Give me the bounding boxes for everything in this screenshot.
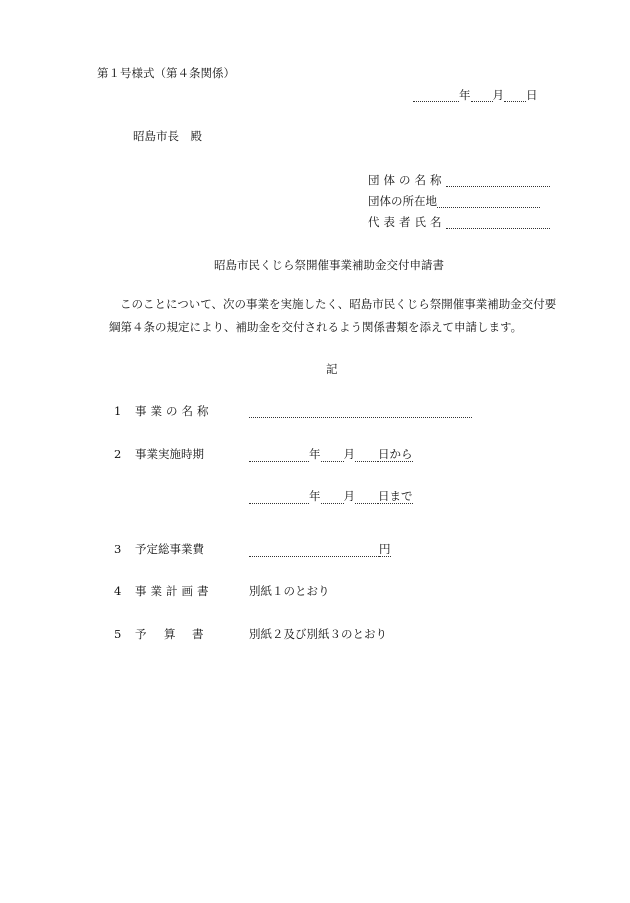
item3-label: 予定総事業費	[135, 542, 204, 556]
date-line[interactable]	[413, 88, 538, 102]
group-name-row[interactable]	[368, 173, 550, 187]
date-year-blank[interactable]	[413, 88, 459, 102]
group-address-blank[interactable]	[437, 194, 540, 208]
item3-number: 3	[114, 542, 122, 556]
item2-to-year: 年	[309, 489, 321, 503]
date-year-label: 年	[459, 88, 471, 102]
item3-field[interactable]	[249, 542, 391, 557]
item1-field[interactable]	[249, 404, 472, 418]
item2-to-day-blank[interactable]	[355, 490, 378, 504]
item2-to-day: 日まで	[378, 489, 413, 503]
item2-to-month: 月	[343, 489, 355, 503]
item2-number: 2	[114, 447, 122, 461]
item2-from-field[interactable]	[249, 447, 413, 462]
item2-from-day-blank[interactable]	[355, 448, 378, 462]
item5-number: 5	[114, 627, 122, 641]
form-number: 第１号様式（第４条関係）	[97, 66, 235, 80]
item5-label-char-1: 予	[135, 627, 147, 641]
item4-number: 4	[114, 584, 122, 598]
item1-blank[interactable]	[249, 404, 472, 418]
group-address-row[interactable]	[368, 194, 540, 208]
item1-label: 事業の名称	[135, 404, 213, 418]
item2-from-year-blank[interactable]	[249, 448, 309, 462]
representative-blank[interactable]	[446, 215, 550, 229]
ki-marker: 記	[326, 362, 338, 376]
item5-label-char-2: 算	[164, 627, 176, 641]
item2-label: 事業実施時期	[135, 447, 204, 461]
group-name-label: 団体の名称	[368, 173, 446, 187]
item2-to-year-blank[interactable]	[249, 490, 309, 504]
item5-label-char-3: 書	[192, 627, 204, 641]
item1-number: 1	[114, 404, 122, 418]
item2-to-field[interactable]	[249, 489, 413, 504]
item3-blank[interactable]	[249, 543, 379, 557]
representative-label: 代表者氏名	[368, 215, 446, 229]
item2-from-month-blank[interactable]	[321, 448, 344, 462]
date-day-blank[interactable]	[504, 88, 526, 102]
item4-label: 事業計画書	[135, 584, 213, 598]
date-day-label: 日	[526, 88, 538, 102]
body-line-1: このことについて、次の事業を実施したく、昭島市民くじら祭開催事業補助金交付要	[120, 297, 557, 311]
document-title: 昭島市民くじら祭開催事業補助金交付申請書	[214, 258, 444, 272]
date-month-label: 月	[492, 88, 504, 102]
date-month-blank[interactable]	[471, 88, 493, 102]
item4-value: 別紙１のとおり	[249, 584, 330, 598]
item2-from-month: 月	[343, 447, 355, 461]
item2-to-month-blank[interactable]	[321, 490, 344, 504]
representative-row[interactable]	[368, 215, 550, 229]
item2-from-day: 日から	[378, 447, 413, 461]
group-address-label: 団体の所在地	[368, 194, 437, 208]
addressee: 昭島市長 殿	[133, 129, 202, 143]
item2-from-year: 年	[309, 447, 321, 461]
body-line-2: 綱第４条の規定により、補助金を交付されるよう関係書類を添えて申請します。	[109, 320, 523, 334]
item5-value: 別紙２及び別紙３のとおり	[249, 627, 387, 641]
item3-unit: 円	[379, 542, 391, 556]
group-name-blank[interactable]	[446, 173, 550, 187]
